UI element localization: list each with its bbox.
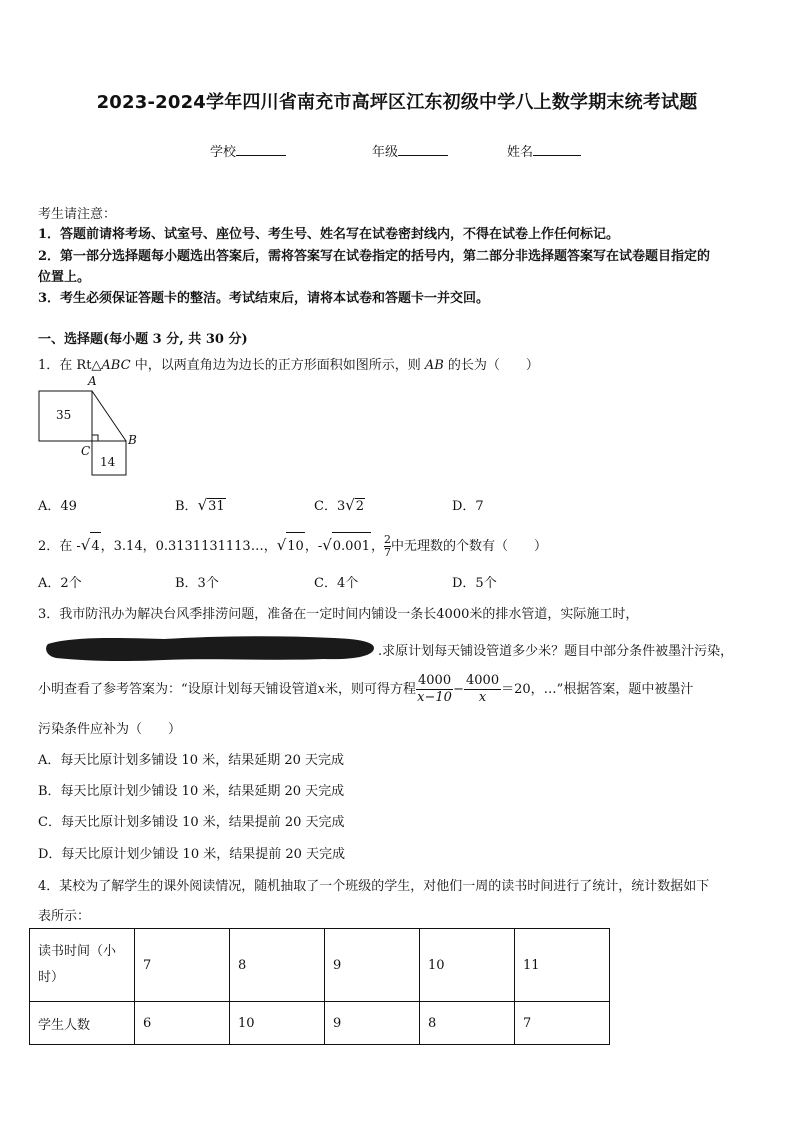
table-cell: 6 bbox=[135, 1002, 230, 1045]
reading-time-table bbox=[29, 928, 610, 1045]
grade-blank[interactable] bbox=[398, 141, 448, 156]
exam-title: 2023-2024学年四川省南充市高坪区江东初级中学八上数学期末统考试题 bbox=[96, 92, 698, 113]
q1-option-b[interactable]: B．√31 bbox=[175, 496, 225, 514]
table-cell: 11 bbox=[515, 929, 610, 1002]
question-3-line-1: 3．我市防汛办为解决台风季排涝问题，准备在一定时间内铺设一条长4000米的排水管道，实际施工时， bbox=[38, 607, 639, 622]
table-row bbox=[30, 1002, 610, 1045]
fraction-two-sevenths: $\frac{2}{7}$ bbox=[384, 533, 392, 559]
table-cell: 8 bbox=[420, 1002, 515, 1045]
school-field: 学校 bbox=[210, 141, 286, 160]
q1-option-a[interactable]: A．49 bbox=[38, 499, 77, 514]
area-left-label: 35 bbox=[56, 408, 72, 422]
table-cell: 9 bbox=[325, 929, 420, 1002]
hypotenuse bbox=[92, 391, 126, 441]
q3-option-b[interactable]: B．每天比原计划少铺设 10 米，结果延期 20 天完成 bbox=[38, 784, 345, 799]
table-cell: 10 bbox=[230, 1002, 325, 1045]
question-1: 1．在 Rt△ABC 中，以两直角边为边长的正方形面积如图所示，则 AB 的长为（ ） bbox=[38, 358, 539, 373]
table-cell: 7 bbox=[135, 929, 230, 1002]
q1-option-c[interactable]: C．3√2 bbox=[314, 496, 365, 514]
q3-option-a[interactable]: A．每天比原计划多铺设 10 米，结果延期 20 天完成 bbox=[38, 753, 345, 768]
table-row bbox=[30, 929, 610, 1002]
notice-item: 3．考生必须保证答题卡的整洁。考试结束后，请将本试卷和答题卡一并交回。 bbox=[38, 291, 490, 306]
q2-option-b[interactable]: B．3个 bbox=[175, 576, 219, 591]
q1-option-d[interactable]: D．7 bbox=[452, 499, 484, 514]
q3-option-c[interactable]: C．每天比原计划多铺设 10 米，结果提前 20 天完成 bbox=[38, 815, 345, 830]
question-3-line-4: 污染条件应补为（ ） bbox=[38, 722, 182, 737]
name-blank[interactable] bbox=[533, 141, 581, 156]
equation-fraction-1: $\frac{4000}{x-10}$ bbox=[417, 673, 452, 705]
right-angle-mark bbox=[92, 435, 98, 441]
name-field: 姓名 bbox=[507, 141, 581, 160]
ink-stain bbox=[44, 630, 376, 664]
table-cell: 9 bbox=[325, 1002, 420, 1045]
school-blank[interactable] bbox=[236, 141, 286, 156]
equation-fraction-2: $\frac{4000}{x}$ bbox=[466, 673, 500, 705]
q3-option-d[interactable]: D．每天比原计划少铺设 10 米，结果提前 20 天完成 bbox=[38, 847, 346, 862]
question-3-line-2: .求原计划每天铺设管道多少米？题目中部分条件被墨汁污染， bbox=[378, 644, 734, 659]
q2-option-d[interactable]: D．5个 bbox=[452, 576, 497, 591]
table-cell: 8 bbox=[230, 929, 325, 1002]
grade-field: 年级 bbox=[372, 141, 448, 160]
question-2: 2．在 -√4，3.14，0.3131131113…，√10，-√0.001， $\frac{2}{7}$ 中无理数的个数有（ ） bbox=[38, 533, 548, 559]
vertex-a-label: A bbox=[88, 374, 97, 388]
notice-item: 2．第一部分选择题每小题选出答案后，需将答案写在试卷指定的括号内，第二部分非选择题答案写在试卷题目指定的 bbox=[38, 249, 711, 264]
table-header-cell: 学生人数 bbox=[30, 1002, 135, 1045]
question-4-line-2: 表所示： bbox=[38, 909, 91, 924]
q1-figure bbox=[36, 374, 146, 484]
table-cell: 7 bbox=[515, 1002, 610, 1045]
notice-item: 位置上。 bbox=[38, 270, 91, 285]
notice-heading: 考生请注意： bbox=[38, 207, 117, 222]
table-header-cell: 读书时间（小时） bbox=[30, 929, 135, 1002]
question-3-line-3: 小明查看了参考答案为：“设原计划每天铺设管道x米，则可得方程 $\frac{4000}{x-10}$ − $\frac{4000}{x}$ ＝20，…”根据答案，题中被墨汁 bbox=[38, 673, 694, 705]
area-bottom-label: 14 bbox=[100, 455, 116, 469]
vertex-c-label: C bbox=[81, 444, 91, 458]
section-heading: 一、选择题(每小题 3 分, 共 30 分) bbox=[38, 332, 248, 347]
q2-option-c[interactable]: C．4个 bbox=[314, 576, 359, 591]
notice-item: 1．答题前请将考场、试室号、座位号、考生号、姓名写在试卷密封线内，不得在试卷上作任何标记。 bbox=[38, 227, 620, 242]
table-cell: 10 bbox=[420, 929, 515, 1002]
question-4-line-1: 4．某校为了解学生的课外阅读情况，随机抽取了一个班级的学生，对他们一周的读书时间进行了统计，统计数据如下 bbox=[38, 879, 710, 894]
vertex-b-label: B bbox=[128, 433, 137, 447]
q2-option-a[interactable]: A．2个 bbox=[38, 576, 82, 591]
